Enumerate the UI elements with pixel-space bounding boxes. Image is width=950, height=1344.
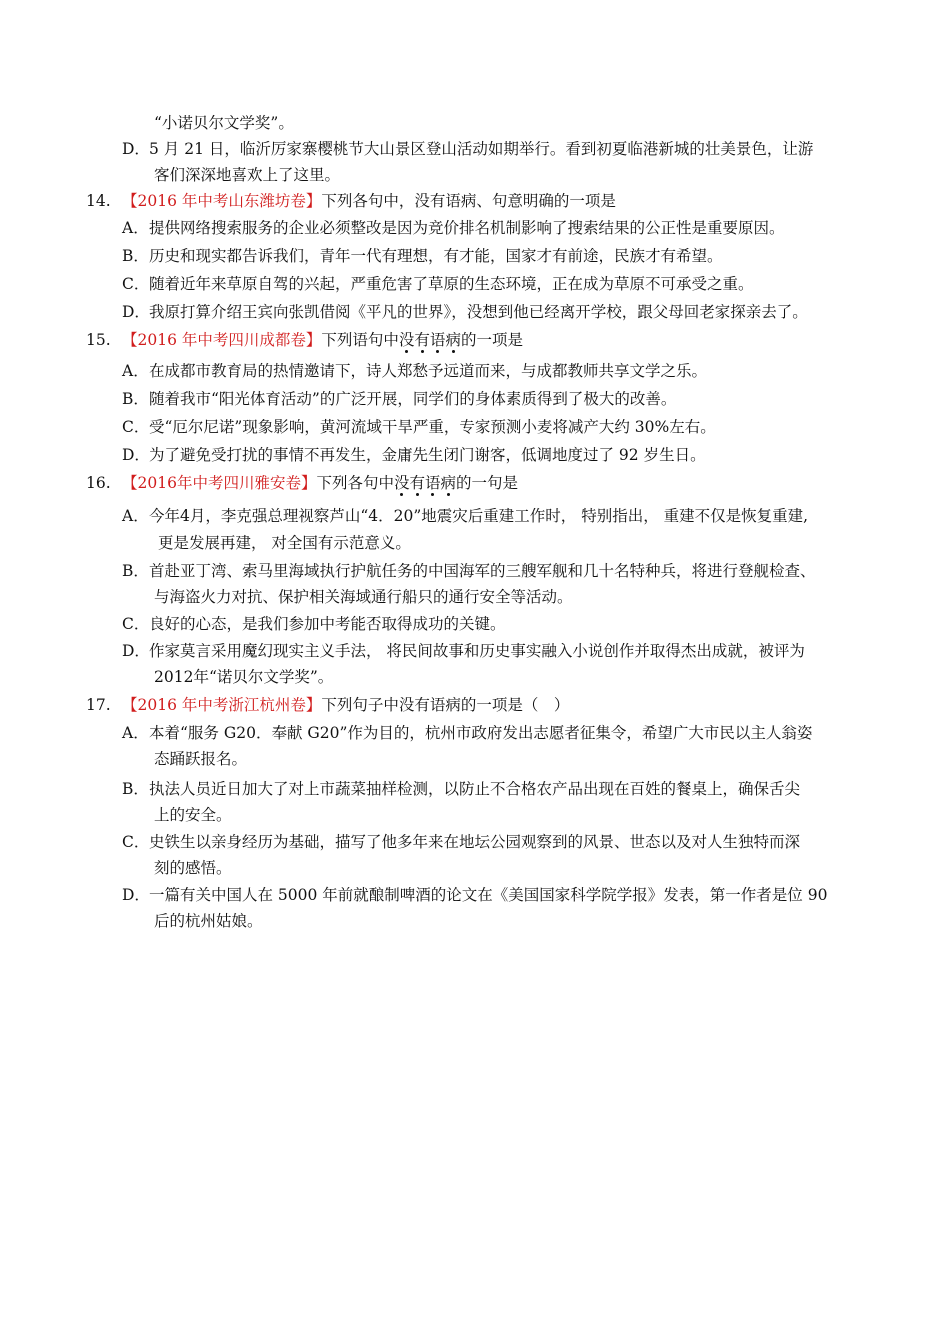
question-source: 【2016 年中考浙江杭州卷】 [122, 696, 322, 714]
document-page: “小诺贝尔文学奖”。 D． 5 月 21 日，临沂厉家寨樱桃节大山景区登山活动如期举行。看到初夏临港新城的壮美景色，让游 客们深深地喜欢上了这里。 14. 【2016 年中考山东潍坊卷】下列各句中，没有语病、句意明确的一项是 A． 提供网络搜索服务的企业必须整改是因为竞价排名机制影响了搜索结果的公正性是重要原因。 B． 历史和现实都告诉我们，青年一代有理想，有才能，国家才有前途，民族才有希望。 C． 随着近年来草原自驾的兴起，严重危害了草原的生态环境，正在成为草原不可承受之重。 D． 我原打算介绍王宾向张凯借阅《平凡的世界》，没想到他已经离开学校，跟父母回老家探亲去了。 15. 【2016 年中考四川成都卷】下列语句中没有语病的一项是 A． 在成都市教育局的热情邀请下，诗人郑愁予远道而来，与成都教师共享文学之乐。 B． 随着我市“阳光体育活动”的广泛开展，同学们的身体素质得到了极大的改善。 C． 受“厄尔尼诺”现象影响，黄河流域干旱严重，专家预测小麦将减产大约 30%左右。 D． 为了避免受打扰的事情不再发生，金庸先生闭门谢客，低调地度过了 92 岁生日。 16. 【2016年中考四川雅安卷】下列各句中没有语病的一句是 A． 今年4月，李克强总理视察芦山“4．20”地震灾后重建工作时， 特别指出， 重建不仅是恢复重建, 更是发展再建， 对全国有示范意义。 B． 首赴亚丁湾、索马里海域执行护航任务的中国海军的三艘军舰和几十名特种兵，将进行登舰检查、 与海盗火力对抗、保护相关海域通行船只的通行安全等活动。 C． 良好的心态，是我们参加中考能否取得成功的关键。 D． 作家莫言采用魔幻现实主义手法， 将民间故事和历史事实融入小说创作并取得杰出成就，被评为 2012年“诺贝尔文学奖”。 17. 【2016 年中考浙江杭州卷】下列句子中没有语病的一项是（ ） A． 本着“服务 G20．奉献 G20”作为目的，杭州市政府发出志愿者征集令，希望广大市民以主人翁姿 态踊跃报名。 B． 执法人员近日加大了对上市蔬菜抽样检测，以防止不合格农产品出现在百姓的餐桌上，确保舌尖 上的安全。 C． 史铁生以亲身经历为基础，描写了他多年来在地坛公园观察到的风景、世态以及对人生独特而深 刻的感悟。 D． 一篇有关中国人在 5000 年前就酿制啤酒的论文在《美国国家科学院学报》发表，第一作者是位 90 后的杭州姑娘。 [86, 114, 828, 930]
question-source: 【2016 年中考四川成都卷】 [122, 331, 322, 349]
question-number: 16. [86, 474, 111, 492]
emphasis-dot-char: 病 [440, 474, 457, 492]
emphasis-dot-char: 语 [425, 474, 441, 492]
emphasis-dot-char: 有 [409, 474, 425, 492]
emphasis-dot-char: 没 [393, 474, 410, 492]
question-number: 17. [86, 696, 111, 714]
question-stem: 下列各句中，没有语病、句意明确的一项是 [321, 192, 616, 210]
question-source: 【2016 年中考山东潍坊卷】 [122, 192, 322, 210]
emphasis-dot-char: 语 [429, 331, 446, 349]
question-number: 14. [86, 192, 111, 210]
question-source: 【2016年中考四川雅安卷】 [122, 474, 317, 492]
question-number: 15. [86, 331, 111, 349]
emphasis-dot-char: 病 [445, 331, 461, 349]
emphasis-dot-char: 有 [414, 331, 430, 349]
emphasis-dot-char: 没 [398, 331, 415, 349]
question-stem: 下列句子中没有语病的一项是（ ） [321, 696, 570, 714]
